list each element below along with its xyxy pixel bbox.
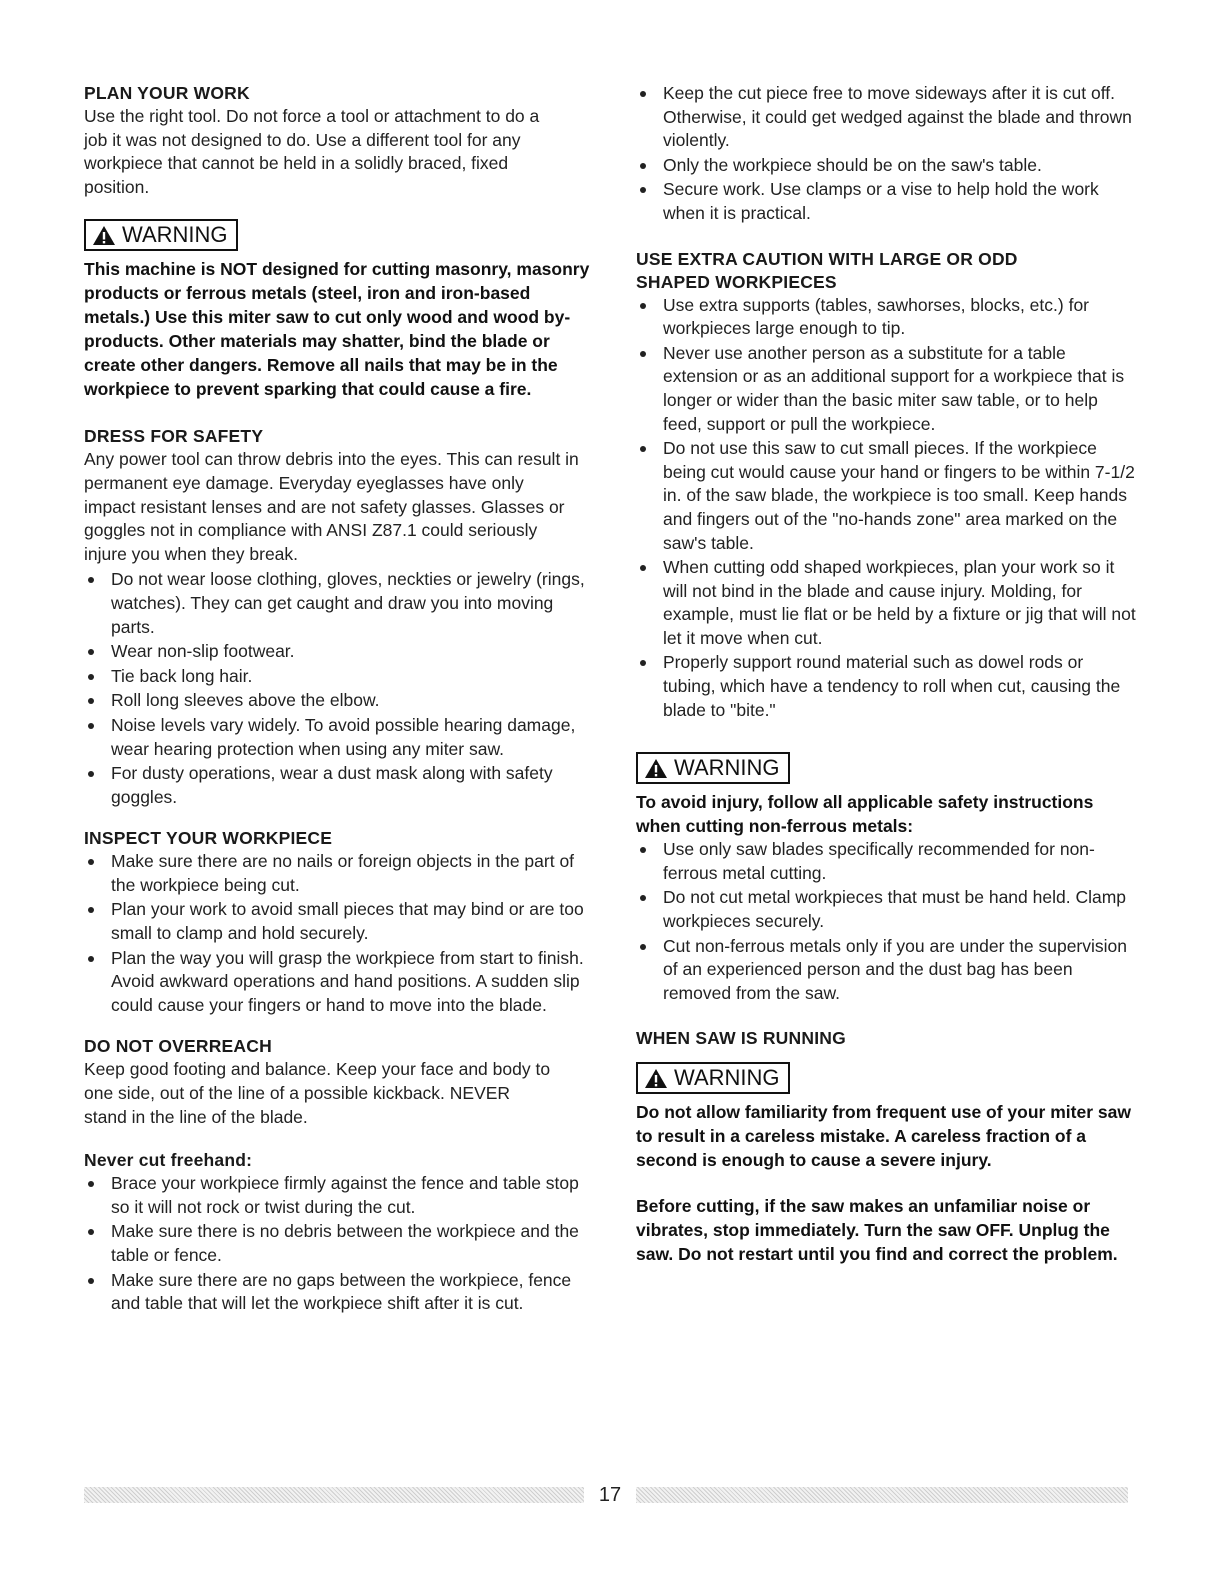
list-item: Brace your workpiece firmly against the fence and table stop so it will not rock or twist during the cut.	[84, 1172, 594, 1219]
warning-non-ferrous-section	[636, 752, 1136, 1005]
right-column	[636, 82, 1136, 1266]
list-item: Use only saw blades specifically recommended for non-ferrous metal cutting.	[636, 838, 1136, 885]
list-item: Roll long sleeves above the elbow.	[84, 689, 594, 713]
list-item: Wear non-slip footwear.	[84, 640, 594, 664]
page-number: 17	[598, 1484, 622, 1506]
warning-badge	[84, 219, 238, 251]
warning-badge	[636, 752, 790, 784]
footer-rule-right	[636, 1487, 1128, 1503]
warning-masonry-section	[84, 219, 594, 401]
list-item: Plan the way you will grasp the workpiece from start to finish. Avoid awkward operations and hand positions. A sudden slip could cause your fingers or hand to move into the blade.	[84, 947, 594, 1018]
list-item: Only the workpiece should be on the saw's table.	[636, 154, 1136, 178]
warning-triangle-icon	[644, 758, 668, 779]
list-item: Keep the cut piece free to move sideways after it is cut off. Otherwise, it could get wedged against the blade and thrown violently.	[636, 82, 1136, 153]
non-ferrous-list	[636, 838, 1136, 1005]
list-item: Do not use this saw to cut small pieces. If the workpiece being cut would cause your hand or fingers to be within 7-1/2 in. of the saw blade, the workpiece is too small. Keep hands and fingers out of the "no-hands zone" area marked on the saw's table.	[636, 437, 1136, 555]
list-item: Do not wear loose clothing, gloves, neckties or jewelry (rings, watches). They can get caught and draw you into moving parts.	[84, 568, 594, 639]
list-item: Noise levels vary widely. To avoid possible hearing damage, wear hearing protection when using any miter saw.	[84, 714, 594, 761]
extra-caution-list	[636, 294, 1136, 723]
dress-for-safety-heading: DRESS FOR SAFETY	[84, 426, 264, 447]
warning-badge	[636, 1062, 790, 1094]
list-item: Plan your work to avoid small pieces that may bind or are too small to clamp and hold securely.	[84, 898, 594, 945]
never-cut-freehand-heading: Never cut freehand:	[84, 1150, 253, 1171]
never-cut-freehand-section	[84, 1149, 594, 1316]
never-cut-freehand-list	[84, 1172, 594, 1316]
warning-triangle-icon	[92, 225, 116, 246]
warning-masonry-text: This machine is NOT designed for cutting masonry, masonry products or ferrous metals (steel, iron and iron-based metals.) Use this miter saw to cut only wood and wood by-products. Other materials may shatter, bind the blade or create other dangers. Remove all nails that may be in the workpiece to prevent sparking that could cause a fire.	[84, 259, 590, 400]
list-item: Make sure there are no gaps between the workpiece, fence and table that will let the workpiece shift after it is cut.	[84, 1269, 594, 1316]
warning-non-ferrous-text: To avoid injury, follow all applicable safety instructions when cutting non-ferrous metals:	[636, 792, 1094, 837]
list-item: When cutting odd shaped workpieces, plan your work so it will not bind in the blade and cause injury. Molding, for example, must lie flat or be held by a fixture or jig that will not let it move when cut.	[636, 556, 1136, 650]
left-column	[84, 82, 594, 1317]
warning-triangle-icon	[644, 1068, 668, 1089]
inspect-workpiece-heading: INSPECT YOUR WORKPIECE	[84, 828, 333, 849]
inspect-workpiece-list	[84, 850, 594, 1017]
do-not-overreach-heading: DO NOT OVERREACH	[84, 1036, 272, 1057]
list-item: Make sure there are no nails or foreign objects in the part of the workpiece being cut.	[84, 850, 594, 897]
cut-piece-list	[636, 82, 1136, 226]
extra-caution-heading: USE EXTRA CAUTION WITH LARGE OR ODD SHAPED WORKPIECES	[636, 248, 1018, 292]
warning-label: WARNING	[674, 755, 780, 781]
list-item: Use extra supports (tables, sawhorses, blocks, etc.) for workpieces large enough to tip.	[636, 294, 1136, 341]
dress-for-safety-list	[84, 568, 594, 809]
unfamiliar-noise-text: Before cutting, if the saw makes an unfamiliar noise or vibrates, stop immediately. Turn the saw OFF. Unplug the saw. Do not restart until you find and correct the problem.	[636, 1196, 1118, 1265]
dress-for-safety-text: Any power tool can throw debris into the eyes. This can result in permanent eye damage. Everyday eyeglasses have only impact resistant lenses and are not safety glasses. Glasses or goggles not in compliance with ANSI Z87.1 could seriously injure you when they break.	[84, 449, 579, 564]
list-item: Properly support round material such as dowel rods or tubing, which have a tendency to roll when cut, causing the blade to "bite."	[636, 651, 1136, 722]
when-saw-running-section	[636, 1027, 1136, 1266]
warning-label: WARNING	[122, 222, 228, 248]
list-item: Do not cut metal workpieces that must be hand held. Clamp workpieces securely.	[636, 886, 1136, 933]
list-item: Secure work. Use clamps or a vise to help hold the work when it is practical.	[636, 178, 1136, 225]
footer-rule-left	[84, 1487, 584, 1503]
plan-your-work-section	[84, 82, 594, 199]
page-footer	[84, 1483, 1128, 1507]
do-not-overreach-text: Keep good footing and balance. Keep your face and body to one side, out of the line of a possible kickback. NEVER stand in the line of the blade.	[84, 1059, 551, 1127]
extra-caution-section	[636, 248, 1136, 723]
plan-your-work-heading: PLAN YOUR WORK	[84, 83, 250, 103]
plan-your-work-text: Use the right tool. Do not force a tool or attachment to do a job it was not designed to do. Use a different tool for any workpiece that cannot be held in a solidly braced, fixed position.	[84, 106, 540, 197]
when-saw-running-heading: WHEN SAW IS RUNNING	[636, 1028, 846, 1049]
list-item: Tie back long hair.	[84, 665, 594, 689]
dress-for-safety-section	[84, 425, 594, 809]
inspect-workpiece-section	[84, 827, 594, 1017]
warning-familiarity-text: Do not allow familiarity from frequent use of your miter saw to result in a careless mistake. A careless fraction of a second is enough to cause a severe injury.	[636, 1102, 1131, 1171]
list-item: Never use another person as a substitute for a table extension or as an additional support for a workpiece that is longer or wider than the basic miter saw table, or to help feed, support or pull the workpiece.	[636, 342, 1136, 436]
list-item: Make sure there is no debris between the workpiece and the table or fence.	[84, 1220, 594, 1267]
do-not-overreach-section	[84, 1035, 594, 1129]
list-item: Cut non-ferrous metals only if you are under the supervision of an experienced person and the dust bag has been removed from the saw.	[636, 935, 1136, 1006]
list-item: For dusty operations, wear a dust mask along with safety goggles.	[84, 762, 594, 809]
warning-label: WARNING	[674, 1065, 780, 1091]
